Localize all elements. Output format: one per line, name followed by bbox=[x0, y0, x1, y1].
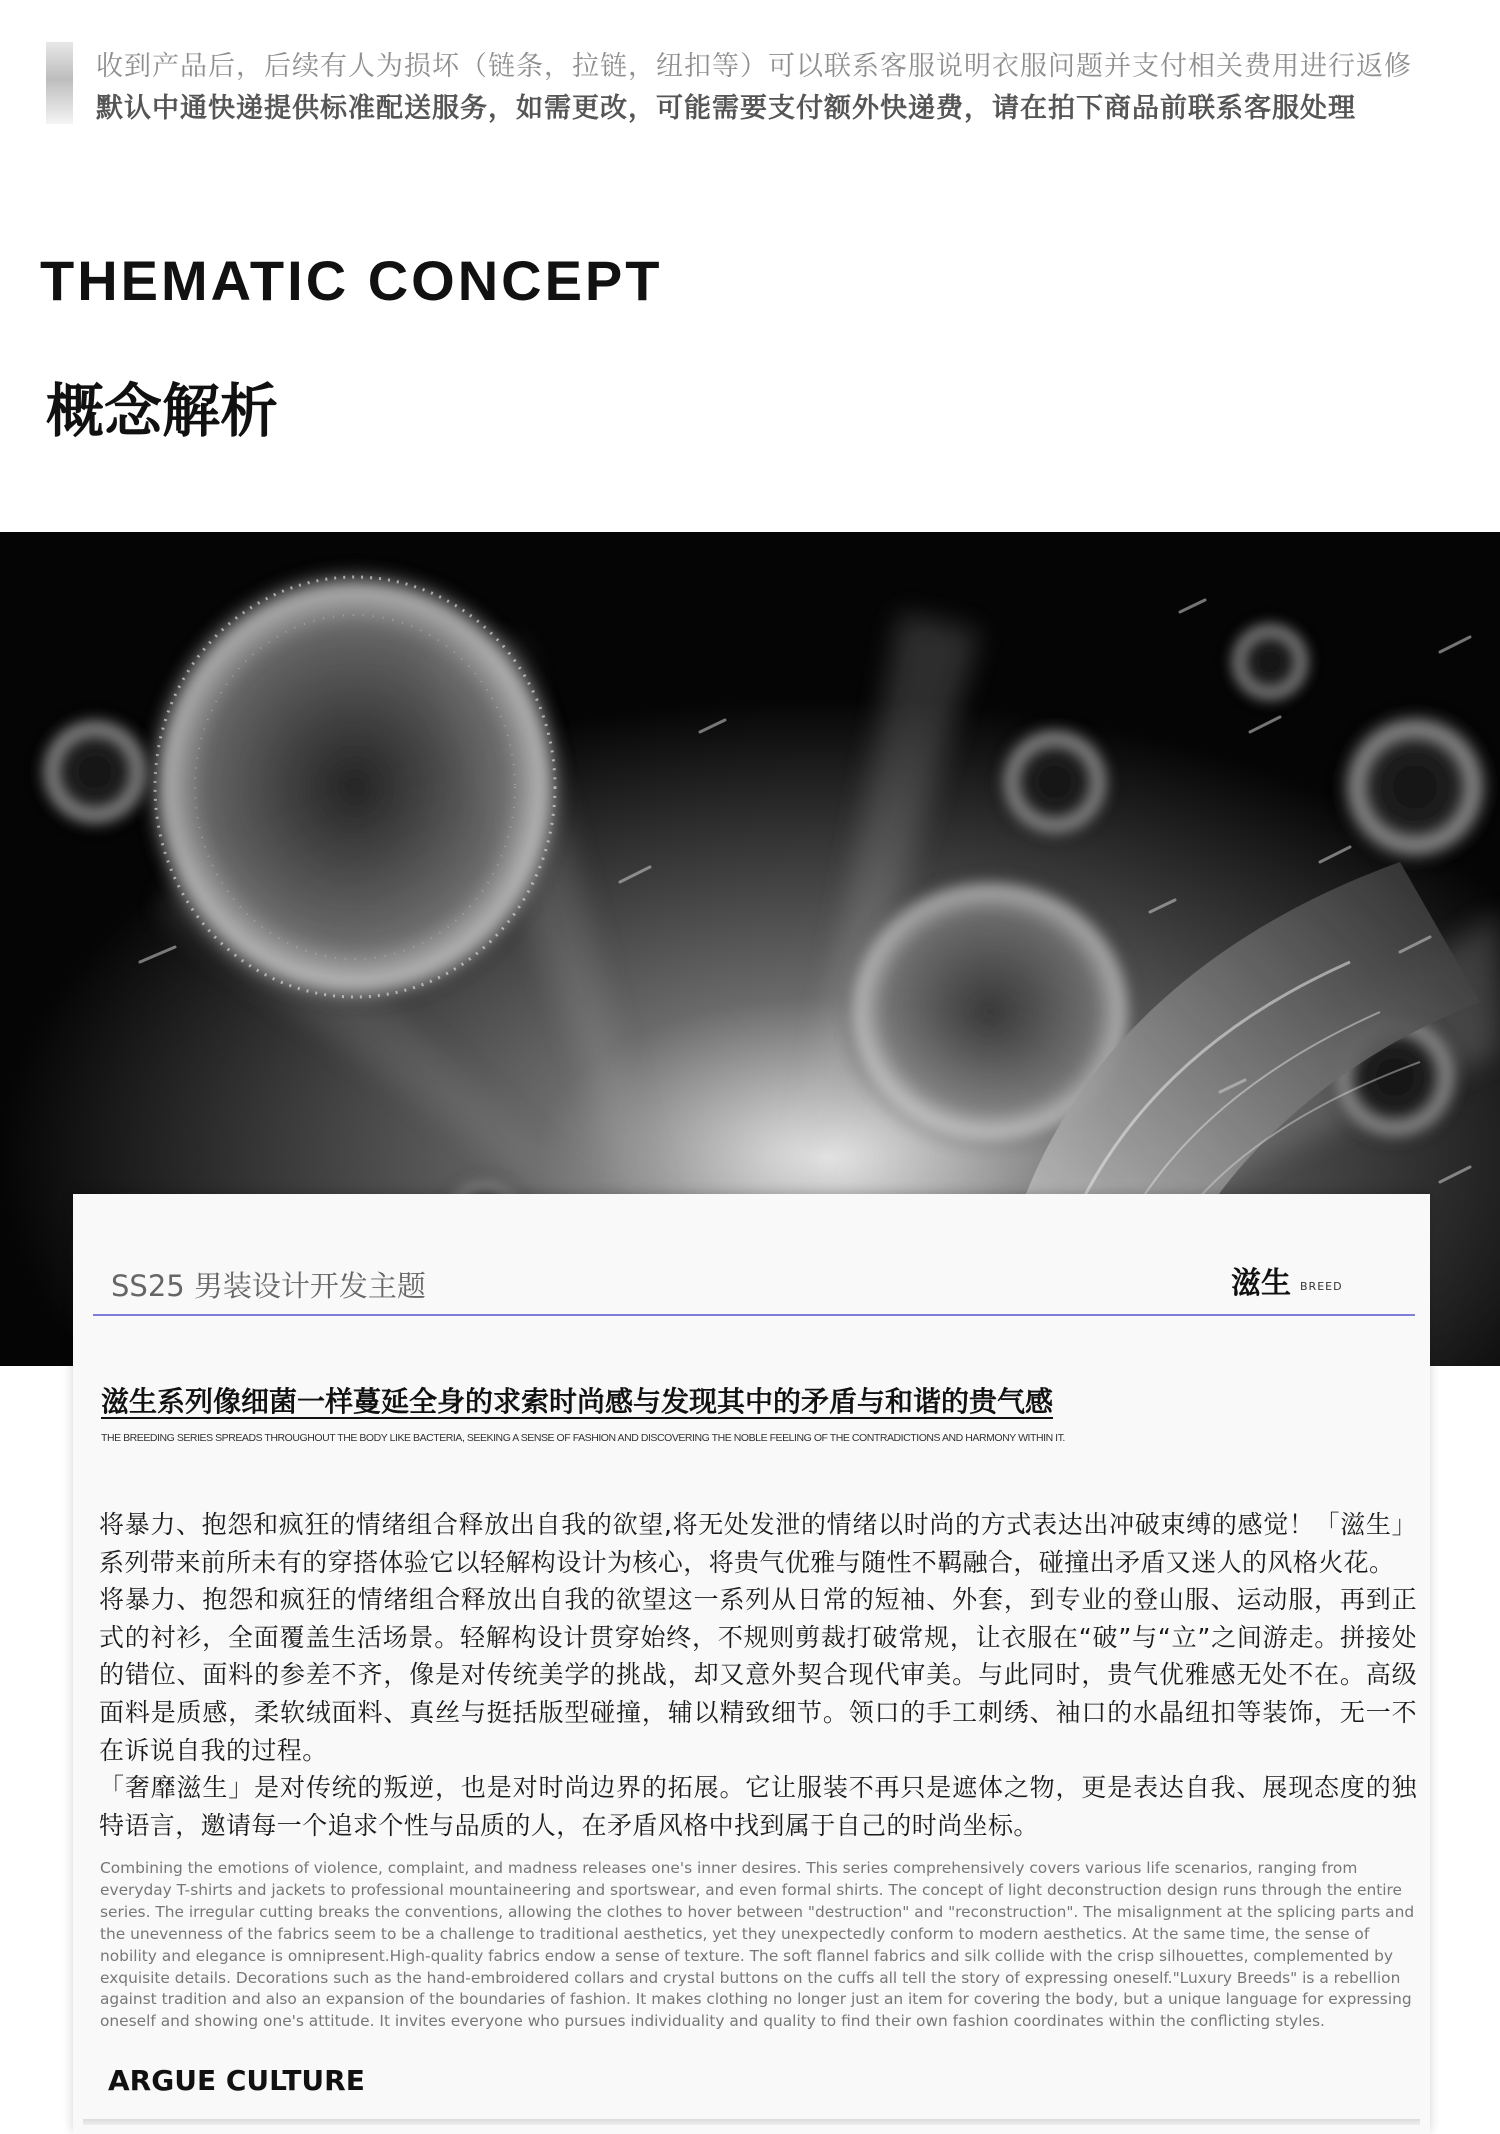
card-bottom-edge bbox=[83, 2119, 1420, 2125]
season-label: SS25 男装设计开发主题 bbox=[111, 1269, 426, 1303]
section-title-cn: 概念解析 bbox=[46, 377, 279, 445]
notice-shipping-text: 默认中通快递提供标准配送服务，如需更改，可能需要支付额外快递费，请在拍下商品前联系客服处理 bbox=[96, 93, 1356, 124]
series-name: 滋生 bbox=[1231, 1266, 1291, 1301]
header-divider bbox=[93, 1314, 1415, 1316]
brand-name: ARGUE CULTURE bbox=[108, 2064, 365, 2097]
section-title-en: THEMATIC CONCEPT bbox=[40, 249, 663, 312]
concept-headline-en: THE BREEDING SERIES SPREADS THROUGHOUT THE BODY LIKE BACTERIA, SEEKING A SENSE OF FASHION AND DISCOVERING THE NOBLE FEELING OF THE CONTRADICTIONS AND HARMONY WITHIN IT. bbox=[101, 1432, 1065, 1444]
shipping-notice bbox=[46, 40, 1466, 124]
notice-accent-bar bbox=[46, 42, 73, 124]
notice-repair-text: 收到产品后，后续有人为损坏（链条，拉链，纽扣等）可以联系客服说明衣服问题并支付相关费用进行返修 bbox=[96, 51, 1412, 82]
series-name-en: BREED bbox=[1300, 1280, 1343, 1293]
body-cn-paragraph: 「奢靡滋生」是对传统的叛逆，也是对时尚边界的拓展。它让服装不再只是遮体之物，更是表达自我、展现态度的独特语言，邀请每一个追求个性与品质的人，在矛盾风格中找到属于自己的时尚坐标。 bbox=[99, 1773, 1417, 1840]
body-cn-paragraph: 将暴力、抱怨和疯狂的情绪组合释放出自我的欲望这一系列从日常的短袖、外套，到专业的登山服、运动服，再到正式的衬衫，全面覆盖生活场景。轻解构设计贯穿始终，不规则剪裁打破常规，让衣服在“破”与“立”之间游走。拼接处的错位、面料的参差不齐，像是对传统美学的挑战，却又意外契合现代审美。与此同时，贵气优雅感无处不在。高级面料是质感，柔软绒面料、真丝与挺括版型碰撞，辅以精致细节。领口的手工刺绣、袖口的水晶纽扣等装饰，无一不在诉说自我的过程。 bbox=[99, 1585, 1417, 1765]
body-cn-paragraph: 将暴力、抱怨和疯狂的情绪组合释放出自我的欲望,将无处发泄的情绪以时尚的方式表达出冲破束缚的感觉！「滋生」系列带来前所未有的穿搭体验它以轻解构设计为核心，将贵气优雅与随性不羁融合，碰撞出矛盾又迷人的风格火花。 bbox=[99, 1510, 1417, 1577]
concept-card bbox=[73, 1194, 1430, 2134]
concept-body-cn bbox=[99, 1506, 1417, 1844]
concept-headline-cn: 滋生系列像细菌一样蔓延全身的求索时尚感与发现其中的矛盾与和谐的贵气感 bbox=[101, 1385, 1054, 1418]
concept-body-en: Combining the emotions of violence, complaint, and madness releases one's inner desires. This series comprehensively covers various life scenarios, ranging from everyday T-shirts and jackets to professional mountaineering and sportswear, and even formal shirts. The concept of light deconstruction design runs through the entire series. The irregular cutting breaks the conventions, allowing the clothes to hover between "destruction" and "reconstruction". The misalignment at the splicing parts and the unevenness of the fabrics seem to be a challenge to traditional aesthetics, yet they unexpectedly conform to modern aesthetics. At the same time, the sense of nobility and elegance is omnipresent.High-quality fabrics endow a sense of texture. The soft flannel fabrics and silk collide with the crisp silhouettes, complemented by exquisite details. Decorations such as the hand-embroidered collars and crystal buttons on the cuffs all tell the story of expressing oneself."Luxury Breeds" is a rebellion against tradition and also an expansion of the boundaries of fashion. It makes clothing no longer just an item for covering the body, but a unique language for expressing oneself and showing one's attitude. It invites everyone who pursues individuality and quality to find their own fashion coordinates within the conflicting styles. bbox=[100, 1859, 1415, 2031]
